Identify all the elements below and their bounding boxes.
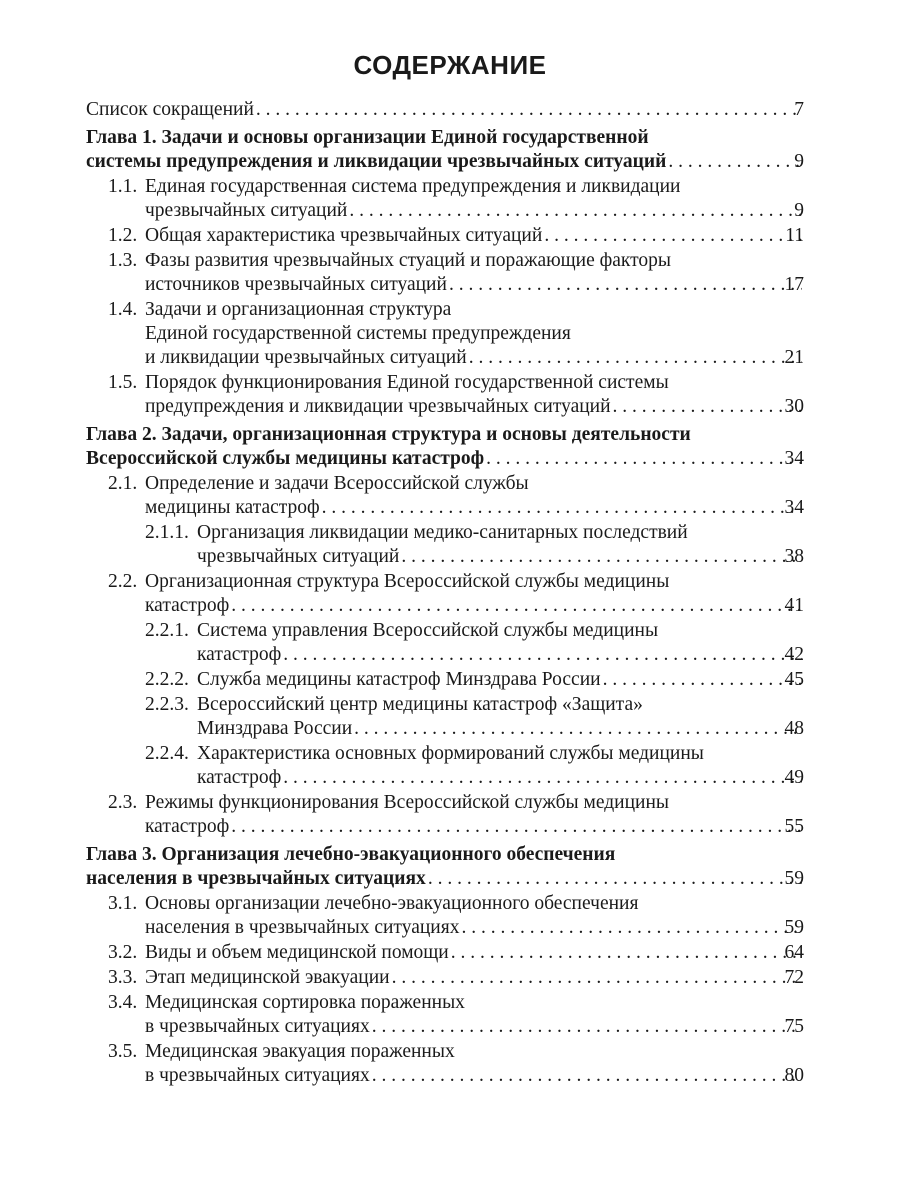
toc-entry-text: Минздрава России bbox=[197, 718, 353, 739]
dot-leader bbox=[461, 916, 802, 940]
dot-leader bbox=[486, 447, 802, 471]
toc-page-number: 34 bbox=[784, 497, 804, 518]
toc-entry-text: источников чрезвычайных ситуаций bbox=[145, 274, 447, 295]
toc-entry-number: 2.2.2. bbox=[145, 669, 189, 690]
toc-entry-number: 1.1. bbox=[108, 176, 138, 197]
dot-leader bbox=[603, 668, 802, 692]
toc-entry[interactable] bbox=[0, 619, 900, 667]
dot-leader bbox=[322, 496, 802, 520]
dot-leader bbox=[392, 966, 802, 990]
dot-leader bbox=[283, 766, 802, 790]
toc-entry-number: 1.2. bbox=[108, 225, 138, 246]
toc-entry-text: Виды и объем медицинской помощи bbox=[145, 942, 449, 963]
toc-entry[interactable] bbox=[0, 371, 900, 419]
toc-entry[interactable] bbox=[0, 668, 900, 692]
dot-leader bbox=[401, 545, 802, 569]
toc-entry[interactable] bbox=[0, 693, 900, 741]
toc-page-number: 41 bbox=[784, 595, 804, 616]
toc-page-number: 42 bbox=[784, 644, 804, 665]
dot-leader bbox=[668, 150, 802, 174]
toc-page-number: 49 bbox=[784, 767, 804, 788]
toc-entry-text: Режимы функционирования Всероссийской службы медицины bbox=[145, 792, 670, 813]
toc-entry[interactable] bbox=[0, 791, 900, 839]
toc-entry-number: 2.3. bbox=[108, 792, 138, 813]
toc-entry-number: 2.2.3. bbox=[145, 694, 189, 715]
toc-entry-text: системы предупреждения и ликвидации чрезвычайных ситуаций bbox=[86, 151, 667, 172]
dot-leader bbox=[613, 395, 802, 419]
toc-page-number: 80 bbox=[784, 1065, 804, 1086]
dot-leader bbox=[354, 717, 802, 741]
toc-entry-text: Этап медицинской эвакуации bbox=[145, 967, 390, 988]
toc-entry-number: 3.3. bbox=[108, 967, 138, 988]
table-of-contents bbox=[0, 98, 900, 1089]
toc-entry-text: Определение и задачи Всероссийской службы bbox=[145, 473, 529, 494]
toc-entry-text: катастроф bbox=[197, 767, 282, 788]
toc-page-number: 21 bbox=[784, 347, 804, 368]
dot-leader bbox=[428, 867, 802, 891]
toc-entry-number: 2.2.4. bbox=[145, 743, 189, 764]
dot-leader bbox=[349, 199, 802, 223]
toc-page-number: 45 bbox=[784, 669, 804, 690]
toc-entry-text: Организационная структура Всероссийской службы медицины bbox=[145, 571, 670, 592]
page-title: СОДЕРЖАНИЕ bbox=[353, 50, 547, 80]
toc-entry-text: и ликвидации чрезвычайных ситуаций bbox=[145, 347, 467, 368]
toc-entry-text: Всероссийской службы медицины катастроф bbox=[86, 448, 485, 469]
toc-chapter-entry[interactable] bbox=[0, 423, 900, 471]
toc-entry-text: населения в чрезвычайных ситуациях bbox=[145, 917, 460, 938]
toc-entry-number: 3.4. bbox=[108, 992, 138, 1013]
toc-entry-number: 1.3. bbox=[108, 250, 138, 271]
toc-entry-text: в чрезвычайных ситуациях bbox=[145, 1016, 370, 1037]
toc-entry[interactable] bbox=[0, 98, 900, 122]
toc-entry-text: Организация ликвидации медико-санитарных последствий bbox=[197, 522, 688, 543]
toc-entry-text: Порядок функционирования Единой государственной системы bbox=[145, 372, 669, 393]
toc-entry-text: Единая государственная система предупреждения и ликвидации bbox=[145, 176, 681, 197]
toc-page-number: 17 bbox=[784, 274, 804, 295]
dot-leader bbox=[231, 594, 802, 618]
toc-entry[interactable] bbox=[0, 298, 900, 370]
toc-entry-text: катастроф bbox=[145, 595, 230, 616]
toc-entry-text: чрезвычайных ситуаций bbox=[197, 546, 400, 567]
toc-entry-number: 3.1. bbox=[108, 893, 138, 914]
toc-entry[interactable] bbox=[0, 991, 900, 1039]
toc-entry-text: медицины катастроф bbox=[145, 497, 320, 518]
toc-entry-number: 2.2.1. bbox=[145, 620, 189, 641]
toc-entry[interactable] bbox=[0, 941, 900, 965]
toc-entry[interactable] bbox=[0, 249, 900, 297]
toc-entry-text: Характеристика основных формирований службы медицины bbox=[197, 743, 704, 764]
toc-page-number: 59 bbox=[784, 917, 804, 938]
toc-entry[interactable] bbox=[0, 175, 900, 223]
toc-entry-text: Глава 2. Задачи, организационная структура и основы деятельности bbox=[86, 424, 691, 445]
toc-entry-text: катастроф bbox=[197, 644, 282, 665]
toc-entry-text: Глава 3. Организация лечебно-эвакуационного обеспечения bbox=[86, 844, 616, 865]
toc-entry[interactable] bbox=[0, 966, 900, 990]
toc-entry-text: Система управления Всероссийской службы медицины bbox=[197, 620, 659, 641]
toc-entry-text: Задачи и организационная структура bbox=[145, 299, 452, 320]
toc-page-number: 72 bbox=[784, 967, 804, 988]
toc-page-number: 9 bbox=[794, 151, 804, 172]
toc-entry[interactable] bbox=[0, 892, 900, 940]
toc-entry-text: чрезвычайных ситуаций bbox=[145, 200, 348, 221]
toc-page-number: 55 bbox=[784, 816, 804, 837]
toc-entry-number: 3.5. bbox=[108, 1041, 138, 1062]
toc-entry[interactable] bbox=[0, 1040, 900, 1088]
toc-page-number: 9 bbox=[794, 200, 804, 221]
toc-page-number: 38 bbox=[784, 546, 804, 567]
toc-page-number: 75 bbox=[784, 1016, 804, 1037]
dot-leader bbox=[372, 1015, 802, 1039]
dot-leader bbox=[451, 941, 802, 965]
toc-entry-text: населения в чрезвычайных ситуациях bbox=[86, 868, 426, 889]
toc-entry[interactable] bbox=[0, 224, 900, 248]
toc-entry-text: Медицинская сортировка пораженных bbox=[145, 992, 465, 1013]
toc-page-number: 48 bbox=[784, 718, 804, 739]
toc-entry-text: катастроф bbox=[145, 816, 230, 837]
dot-leader bbox=[372, 1064, 802, 1088]
toc-entry-text: Список сокращений bbox=[86, 99, 254, 120]
toc-page-number: 59 bbox=[784, 868, 804, 889]
toc-entry-text: Служба медицины катастроф Минздрава России bbox=[197, 669, 601, 690]
toc-entry-number: 1.4. bbox=[108, 299, 138, 320]
toc-entry-number: 2.1.1. bbox=[145, 522, 189, 543]
toc-entry[interactable] bbox=[0, 742, 900, 790]
toc-entry-text: Основы организации лечебно-эвакуационного обеспечения bbox=[145, 893, 639, 914]
toc-entry[interactable] bbox=[0, 521, 900, 569]
toc-entry-number: 3.2. bbox=[108, 942, 138, 963]
toc-entry-text: Общая характеристика чрезвычайных ситуаций bbox=[145, 225, 543, 246]
toc-entry[interactable] bbox=[0, 472, 900, 520]
toc-entry-text: Всероссийский центр медицины катастроф «Защита» bbox=[197, 694, 643, 715]
toc-page-number: 7 bbox=[794, 99, 804, 120]
toc-page-number: 64 bbox=[784, 942, 804, 963]
toc-entry-text: Единой государственной системы предупреждения bbox=[145, 323, 571, 344]
toc-entry-number: 1.5. bbox=[108, 372, 138, 393]
toc-entry-text: предупреждения и ликвидации чрезвычайных ситуаций bbox=[145, 396, 611, 417]
toc-entry-text: в чрезвычайных ситуациях bbox=[145, 1065, 370, 1086]
toc-entry-number: 2.2. bbox=[108, 571, 138, 592]
toc-entry-text: Фазы развития чрезвычайных стуаций и поражающие факторы bbox=[145, 250, 672, 271]
dot-leader bbox=[544, 224, 802, 248]
dot-leader bbox=[449, 273, 802, 297]
dot-leader bbox=[231, 815, 802, 839]
toc-page-number: 34 bbox=[784, 448, 804, 469]
toc-chapter-entry[interactable] bbox=[0, 843, 900, 891]
toc-entry-number: 2.1. bbox=[108, 473, 138, 494]
toc-page-number: 30 bbox=[784, 396, 804, 417]
dot-leader bbox=[256, 98, 802, 122]
toc-entry-text: Глава 1. Задачи и основы организации Единой государственной bbox=[86, 127, 649, 148]
toc-page-number: 11 bbox=[785, 225, 804, 246]
dot-leader bbox=[283, 643, 802, 667]
toc-entry-text: Медицинская эвакуация пораженных bbox=[145, 1041, 455, 1062]
toc-entry[interactable] bbox=[0, 570, 900, 618]
dot-leader bbox=[469, 346, 802, 370]
toc-chapter-entry[interactable] bbox=[0, 126, 900, 174]
